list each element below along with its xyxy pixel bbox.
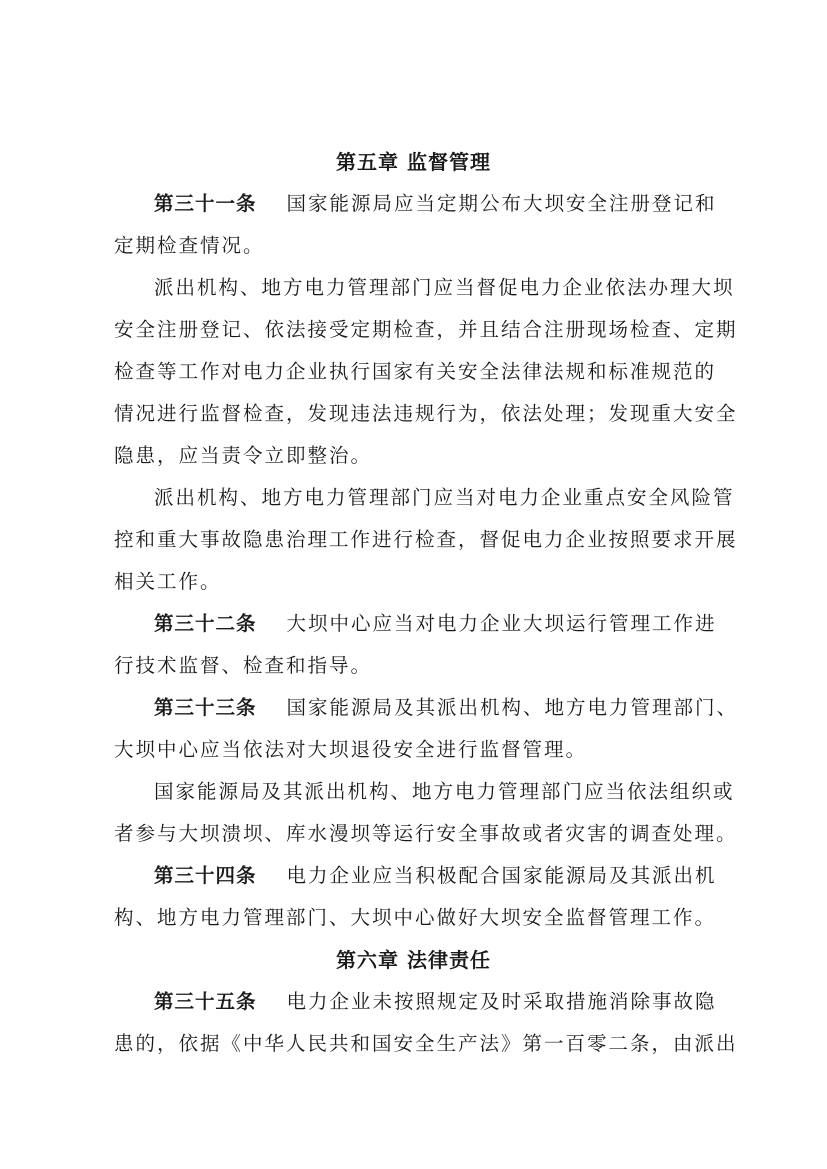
article-34-line-2: 构、地方电力管理部门、大坝中心做好大坝安全监督管理工作。 xyxy=(114,906,717,929)
article-31-label: 第三十一条 xyxy=(154,192,257,215)
article-35-text-1: 电力企业未按照规定及时采取措施消除事故隐 xyxy=(286,990,717,1013)
article-33-label: 第三十三条 xyxy=(154,696,257,719)
article-31-line-2: 定期检查情况。 xyxy=(114,234,265,257)
article-34-line-1 xyxy=(154,862,717,890)
article-32-label: 第三十二条 xyxy=(154,612,257,635)
chapter-5-heading: 第五章 监督管理 xyxy=(336,150,491,174)
chapter-6-heading: 第六章 法律责任 xyxy=(336,948,491,972)
paragraph-investigation-line-1: 国家能源局及其派出机构、地方电力管理部门应当依法组织或 xyxy=(154,780,735,803)
paragraph-investigation-line-2: 者参与大坝溃坝、库水漫坝等运行安全事故或者灾害的调查处理。 xyxy=(114,822,738,845)
paragraph-supervision-line-5: 隐患，应当责令立即整治。 xyxy=(114,444,373,467)
paragraph-risk-line-2: 控和重大事故隐患治理工作进行检查，督促电力企业按照要求开展 xyxy=(114,528,738,551)
paragraph-supervision-line-4: 情况进行监督检查，发现违法违规行为，依法处理；发现重大安全 xyxy=(114,402,738,425)
article-31-text-1: 国家能源局应当定期公布大坝安全注册登记和 xyxy=(286,192,717,215)
article-33-text-1: 国家能源局及其派出机构、地方电力管理部门、 xyxy=(286,696,739,719)
paragraph-risk-line-1: 派出机构、地方电力管理部门应当对电力企业重点安全风险管 xyxy=(154,486,735,509)
article-35-line-1 xyxy=(154,988,717,1016)
paragraph-supervision-line-1: 派出机构、地方电力管理部门应当督促电力企业依法办理大坝 xyxy=(154,276,735,299)
article-35-line-2: 患的，依据《中华人民共和国安全生产法》第一百零二条，由派出 xyxy=(114,1032,738,1055)
article-32-line-2: 行技术监督、检查和指导。 xyxy=(114,654,373,677)
paragraph-supervision-line-3: 检查等工作对电力企业执行国家有关安全法律法规和标准规范的 xyxy=(114,360,717,383)
article-33-line-2: 大坝中心应当依法对大坝退役安全进行监督管理。 xyxy=(114,738,588,761)
paragraph-supervision-line-2: 安全注册登记、依法接受定期检查，并且结合注册现场检查、定期 xyxy=(114,318,738,341)
article-33-line-1 xyxy=(154,694,739,722)
article-34-label: 第三十四条 xyxy=(154,864,257,887)
article-35-label: 第三十五条 xyxy=(154,990,257,1013)
article-32-line-1 xyxy=(154,610,717,638)
article-34-text-1: 电力企业应当积极配合国家能源局及其派出机 xyxy=(286,864,717,887)
paragraph-risk-line-3: 相关工作。 xyxy=(114,570,222,593)
article-31-line-1 xyxy=(154,190,717,218)
article-32-text-1: 大坝中心应当对电力企业大坝运行管理工作进 xyxy=(286,612,717,635)
